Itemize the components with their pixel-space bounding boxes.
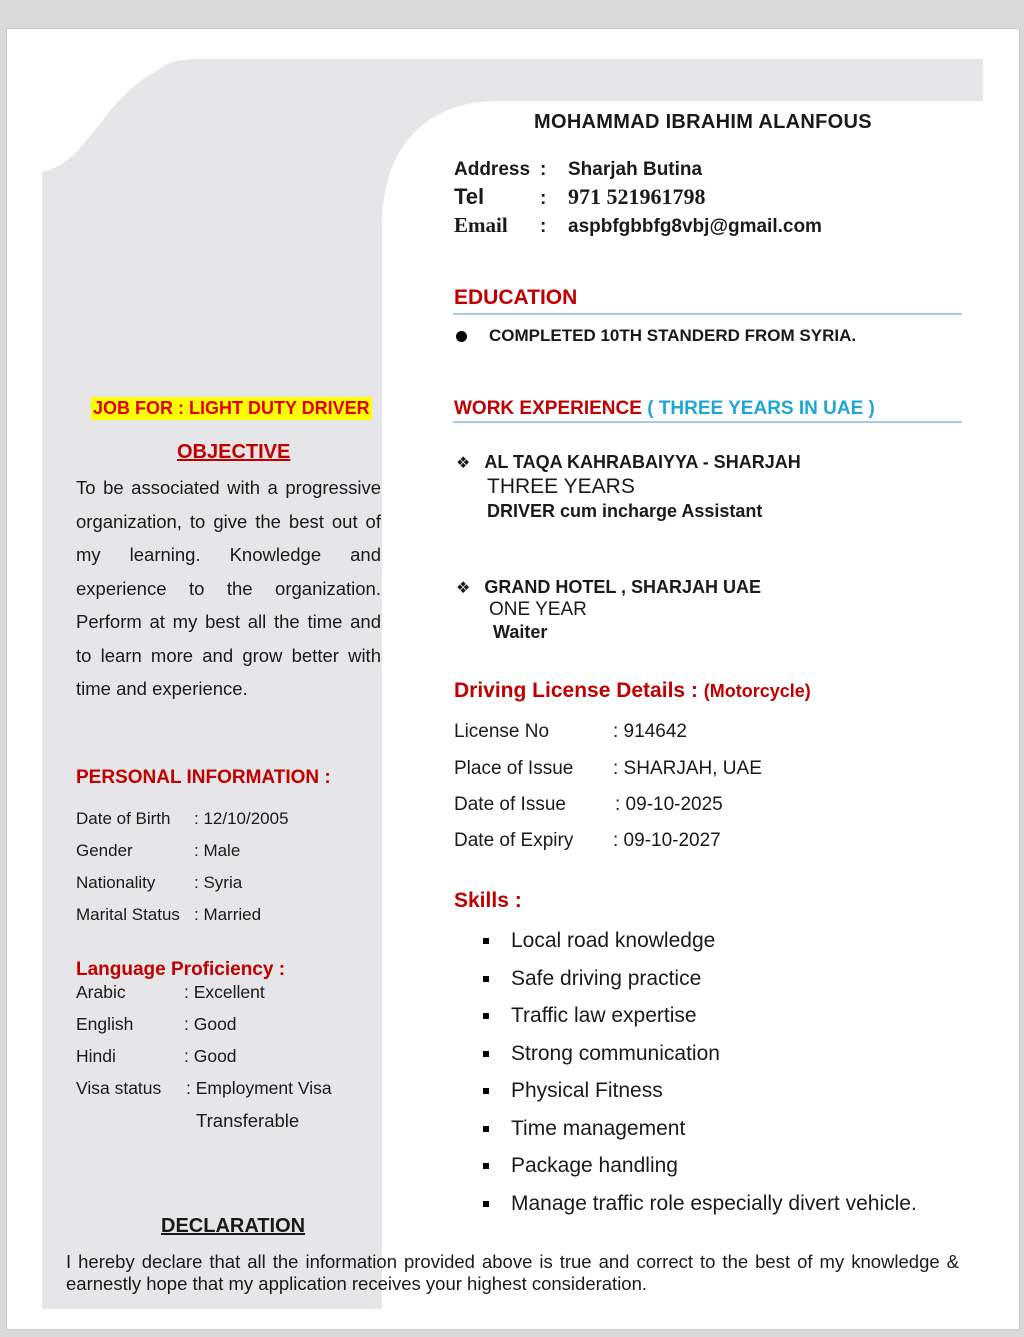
language-label: English xyxy=(76,1014,134,1034)
license-value: : 09-10-2027 xyxy=(613,830,721,851)
job-entry-1 xyxy=(456,452,801,522)
diamond-bullet-icon: ❖ xyxy=(456,455,471,472)
personal-value: : 12/10/2005 xyxy=(194,809,289,828)
work-subtitle: ( THREE YEARS IN UAE ) xyxy=(647,398,875,419)
tel-value: 971 521961798 xyxy=(568,184,706,209)
education-divider xyxy=(453,313,962,315)
job-entry-2 xyxy=(456,577,761,643)
visa-label: Visa status xyxy=(76,1078,162,1098)
language-label: Arabic xyxy=(76,982,126,1002)
license-value: : 914642 xyxy=(613,721,687,742)
skill-item xyxy=(483,1192,917,1216)
skill-item xyxy=(483,1154,917,1178)
personal-row xyxy=(76,905,261,925)
objective-title: OBJECTIVE xyxy=(177,441,291,463)
license-row xyxy=(454,794,723,816)
personal-label: Nationality xyxy=(76,873,156,892)
license-value: : SHARJAH, UAE xyxy=(613,758,762,779)
language-row xyxy=(76,1014,237,1035)
declaration-title: DECLARATION xyxy=(161,1215,306,1237)
skill-text: Safe driving practice xyxy=(511,966,702,990)
address-value: Sharjah Butina xyxy=(568,159,703,180)
skill-item xyxy=(483,929,917,953)
work-title xyxy=(454,398,875,420)
skill-item xyxy=(483,1004,917,1028)
square-bullet-icon xyxy=(483,976,489,982)
objective-text: To be associated with a progressive organization, to give the best out of my learning. Knowledge and experience to the organization. Perform at my best all the time and to learn more and grow better with time and experience. xyxy=(76,477,381,699)
job-for-highlight: JOB FOR : LIGHT DUTY DRIVER xyxy=(93,398,370,418)
language-value: : Good xyxy=(184,1014,237,1034)
language-label: Hindi xyxy=(76,1046,116,1066)
visa-value-2: Transferable xyxy=(196,1110,300,1131)
square-bullet-icon xyxy=(483,1163,489,1169)
tel-colon: : xyxy=(540,188,547,209)
license-row xyxy=(454,721,687,743)
square-bullet-icon xyxy=(483,1201,489,1207)
license-row xyxy=(454,830,721,852)
license-label: Date of Issue xyxy=(454,794,566,815)
candidate-name: MOHAMMAD IBRAHIM ALANFOUS xyxy=(534,111,872,133)
personal-title: PERSONAL INFORMATION : xyxy=(76,767,331,788)
declaration-text: I hereby declare that all the information provided above is true and correct to the best of my knowledge & earnestly hope that my application receives your highest consideration. xyxy=(66,1251,959,1294)
diamond-bullet-icon: ❖ xyxy=(456,580,471,597)
skill-item xyxy=(483,1042,917,1066)
square-bullet-icon xyxy=(483,1126,489,1132)
license-title-text: Driving License Details : xyxy=(454,679,698,702)
license-value: : 09-10-2025 xyxy=(615,794,723,815)
visa-row xyxy=(76,1078,332,1099)
square-bullet-icon xyxy=(483,1013,489,1019)
skill-text: Time management xyxy=(511,1116,686,1140)
skill-item xyxy=(483,1117,917,1141)
skill-text: Traffic law expertise xyxy=(511,1004,697,1027)
license-row xyxy=(454,758,762,780)
license-label: License No xyxy=(454,721,550,742)
visa-value: : Employment Visa xyxy=(186,1078,332,1098)
personal-value: : Syria xyxy=(194,873,243,892)
personal-label: Date of Birth xyxy=(76,809,171,828)
personal-value: : Married xyxy=(194,905,262,924)
job-role: Waiter xyxy=(493,622,548,642)
skill-text: Physical Fitness xyxy=(511,1079,663,1102)
license-title xyxy=(454,679,811,703)
education-item xyxy=(456,326,856,346)
skill-item xyxy=(483,1079,917,1103)
square-bullet-icon xyxy=(483,1088,489,1094)
personal-label: Marital Status xyxy=(76,905,180,924)
job-role: DRIVER cum incharge Assistant xyxy=(487,501,763,521)
personal-label: Gender xyxy=(76,841,133,860)
square-bullet-icon xyxy=(483,1051,489,1057)
language-row xyxy=(76,982,265,1003)
skill-text: Manage traffic role especially divert vehicle. xyxy=(511,1191,917,1215)
skills-title: Skills : xyxy=(454,889,522,912)
skill-text: Local road knowledge xyxy=(511,929,716,952)
address-label: Address xyxy=(454,159,531,180)
skill-text: Package handling xyxy=(511,1154,678,1177)
email-value: aspbfgbbfg8vbj@gmail.com xyxy=(568,216,822,237)
license-label: Date of Expiry xyxy=(454,830,574,851)
job-duration: ONE YEAR xyxy=(489,599,587,620)
bullet-icon xyxy=(456,331,467,342)
square-bullet-icon xyxy=(483,938,489,944)
email-label: Email xyxy=(454,213,508,237)
education-title: EDUCATION xyxy=(454,286,578,309)
job-duration: THREE YEARS xyxy=(487,475,635,498)
skills-list xyxy=(483,929,917,1229)
language-value: : Good xyxy=(184,1046,237,1066)
license-type: (Motorcycle) xyxy=(703,681,811,701)
work-divider xyxy=(453,421,962,423)
skill-item xyxy=(483,967,917,991)
address-colon: : xyxy=(540,159,547,180)
resume-page xyxy=(6,28,1020,1330)
personal-row xyxy=(76,809,289,829)
job-company: GRAND HOTEL , SHARJAH UAE xyxy=(484,577,762,597)
email-colon: : xyxy=(540,216,547,237)
personal-row xyxy=(76,873,242,893)
language-value: : Excellent xyxy=(184,982,265,1002)
job-company: AL TAQA KAHRABAIYYA - SHARJAH xyxy=(484,452,801,472)
education-item-text: COMPLETED 10TH STANDERD FROM SYRIA. xyxy=(489,326,857,345)
tel-label: Tel xyxy=(454,184,485,209)
personal-row xyxy=(76,841,240,861)
language-title: Language Proficiency : xyxy=(76,959,286,980)
personal-value: : Male xyxy=(194,841,241,860)
license-label: Place of Issue xyxy=(454,758,574,779)
language-row xyxy=(76,1046,237,1067)
skill-text: Strong communication xyxy=(511,1041,720,1065)
work-title-text: WORK EXPERIENCE xyxy=(454,398,642,419)
